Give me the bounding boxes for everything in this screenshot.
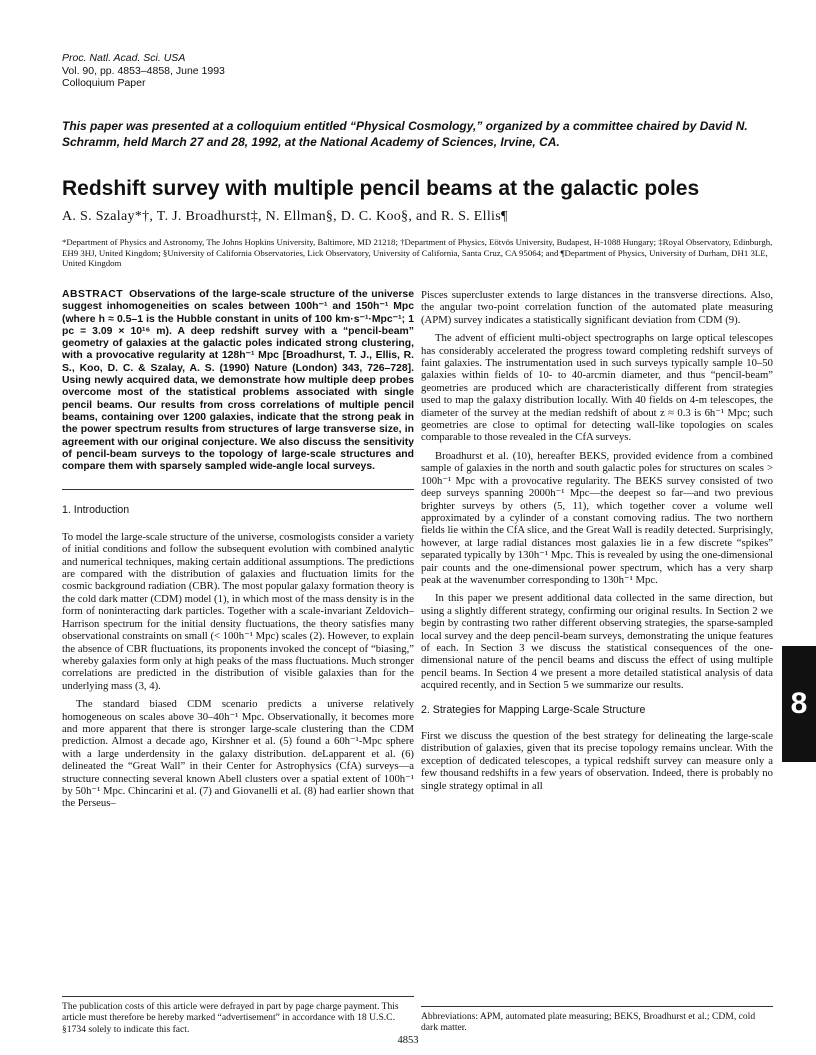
right-paragraph-3: Broadhurst et al. (10), hereafter BEKS, provided evidence from a combined sample of galaxies in the north and south galactic poles for structures on scales > 100h⁻¹ Mpc with a provocative regularity. The BEKS survey consisted of two deep surveys spanning 2000h⁻¹ Mpc—the deepest so far—and two previous brighter surveys by others (5, 11), which together cover a volume well approximated by a cylinder of a constant comoving radius. The two northern fields lie within the CfA slice, and the Great Wall is readily detected. Surprisingly, however, at large radial distances most galaxies lie in a few discrete “spikes” separated typically by 130h⁻¹ Mpc. This is revealed by using the one-dimensional pair counts and the one-dimensional power spectrum, which has a very sharp peak at the wavenumber corresponding to 130h⁻¹ Mpc. <box>421 449 773 586</box>
journal-volume: Vol. 90, pp. 4853–4858, June 1993 <box>62 64 225 77</box>
section-divider <box>62 489 414 490</box>
abstract <box>62 289 414 473</box>
journal-header <box>62 52 225 90</box>
section-heading-strategies: 2. Strategies for Mapping Large-Scale Structure <box>421 703 646 716</box>
author-list: A. S. Szalay*†, T. J. Broadhurst‡, N. Ellman§, D. C. Koo§, and R. S. Ellis¶ <box>62 209 508 224</box>
section-tab-marker: 8 <box>782 646 816 762</box>
publication-cost-footnote <box>62 996 414 1035</box>
abbreviations-text: Abbreviations: APM, automated plate measuring; BEKS, Broadhurst et al.; CDM, cold dark matter. <box>421 1011 756 1034</box>
affiliations: *Department of Physics and Astronomy, The Johns Hopkins University, Baltimore, MD 21218; †Department of Physics, Eötvös University, Budapest, H-1088 Hungary; ‡Royal Observatory, Edinburgh, EH9 3HJ, United Kingdom; §University of California Observatories, Lick Observatory, University of California, Santa Cruz, CA 95064; and ¶Department of Physics, University of Durham, DH1 3LE, United Kingdom <box>62 237 773 269</box>
journal-name: Proc. Natl. Acad. Sci. USA <box>62 52 186 64</box>
abbreviations-footnote <box>421 1006 773 1034</box>
section-heading-introduction: 1. Introduction <box>62 504 130 517</box>
paper-title: Redshift survey with multiple pencil beams at the galactic poles <box>62 177 700 200</box>
right-paragraph-4: In this paper we present additional data collected in the same direction, but using a slightly different strategy, confirming our original results. In Section 2 we begin by contrasting two rather different observing strategies, the sparse-sampled local survey and the deep pencil-beam surveys, demonstrating the unique features of each. In Section 3 we discuss the statistical consequences of the one-dimensional nature of the pencil beams and discuss the effect of using multiple pencil beams. In Section 4 we present a more detailed statistical analysis of data acquired recently, and in Section 5 we summarize our results. <box>421 592 773 692</box>
abstract-label: ABSTRACT <box>62 289 124 300</box>
section2-paragraph: First we discuss the question of the best strategy for delineating the large-scale distribution of galaxies, given that its precise topology remains unclear. With the exception of dedicated telescopes, a typical redshift survey can measure only a few thousand redshifts in a few years of observation. Indeed, there is probably no single strategy optimal in all <box>421 730 773 792</box>
right-paragraph-2: The advent of efficient multi-object spectrographs on large optical telescopes has considerably accelerated the progress toward completing redshift surveys of faint galaxies. The instrumentation used in such surveys typically sample 10–50 galaxies within fields of 10- to 40-arcmin diameter, and thus “pencil-beam” geometries are produced which are characteristically different from strategies used to map the galaxy distribution locally. With 40 fields on 4-m telescopes, the diameter of the survey at the median redshift of about z ≈ 0.3 is 6h⁻¹ Mpc; such geometries are close to optimal for detecting wall-like topologies on scales comparable to those revealed in the CfA surveys. <box>421 332 773 444</box>
right-paragraph-1: Pisces supercluster extends to large distances in the transverse directions. Also, the angular two-point correlation function of the automated plate measuring (APM) survey indicates a statistically significant deviation from CDM (9). <box>421 289 773 326</box>
right-column <box>421 289 773 798</box>
abstract-text: Observations of the large-scale structure of the universe suggest inhomogeneities on scales between 100h⁻¹ and 150h⁻¹ Mpc (where h ≈ 0.5–1 is the Hubble constant in units of 100 km·s⁻¹·Mpc⁻¹; 1 pc = 3.09 × 10¹⁶ m). A deep redshift survey with a “pencil-beam” geometry of galaxies at the galactic poles indicated strong clustering, with a provocative regularity at 128h⁻¹ Mpc [Broadhurst, T. J., Ellis, R. S., Koo, D. C. & Szalay, A. S. (1990) Nature (London) 343, 726–728]. Using newly acquired data, we demonstrate how multiple deep probes overcome most of the statistical problems associated with single pencil beams. Our results from cross correlations of multiple pencil beams, containing over 1200 galaxies, indicate that the strong peak in the power spectrum results from structures of large transverse size, in agreement with our original conjecture. We also discuss the sensitivity of pencil-beam surveys to the topology of large-scale structures and compare them with sparsely sampled wide-angle local surveys. <box>62 289 414 473</box>
intro-paragraph-1: To model the large-scale structure of the universe, cosmologists consider a variety of initial conditions and follow the subsequent evolution with combined analytic and numerical techniques, making certain additional assumptions. The predictions are compared with the distribution of galaxies and fluctuation limits for the cosmic background radiation (CBR). The most popular galaxy formation theory is the cold dark matter (CDM) model (1), in which most of the mass density is in the form of noninteracting dark particles. Together with a scale-invariant Zeldovich–Harrison spectrum for the initial density fluctuations, the theory satisfies many observational constraints on small (< 100h⁻¹ Mpc) scales (2). However, to explain the absence of CBR fluctuations, its proponents invoked the concept of “biasing,” whereby galaxies form only at high peaks of the mass fluctuations. Much stronger correlations are predicted in the distribution of visible galaxies than for the underlying mass (3, 4). <box>62 530 414 692</box>
journal-type: Colloquium Paper <box>62 77 146 89</box>
left-column <box>62 289 414 816</box>
page-number: 4853 <box>397 1035 419 1046</box>
intro-paragraph-2: The standard biased CDM scenario predicts a universe relatively homogeneous on scales above 30–40h⁻¹ Mpc. Observationally, it becomes more and more apparent that there is stronger large-scale clustering than the CDM prediction. Almost a decade ago, Kirshner et al. (5) found a 60h⁻¹-Mpc sphere with a large underdensity in the galaxy distribution. deLapparent et al. (6) delineated the “Great Wall” in their Center for Astrophysics (CfA) surveys—a structure connecting several known Abell clusters over a spatial extent of 100h⁻¹ by 50h⁻¹ Mpc. Chincarini et al. (7) and Giovanelli et al. (8) had earlier shown that the Perseus– <box>62 698 414 810</box>
colloquium-notice: This paper was presented at a colloquium entitled “Physical Cosmology,” organized by a committee chaired by David N. Schramm, held March 27 and 28, 1992, at the National Academy of Sciences, Irvine, CA. <box>62 119 748 149</box>
publication-cost-text: The publication costs of this article were defrayed in part by page charge payment. This article must therefore be hereby marked “advertisement” in accordance with 18 U.S.C. §1734 solely to indicate this fact. <box>62 1001 399 1035</box>
